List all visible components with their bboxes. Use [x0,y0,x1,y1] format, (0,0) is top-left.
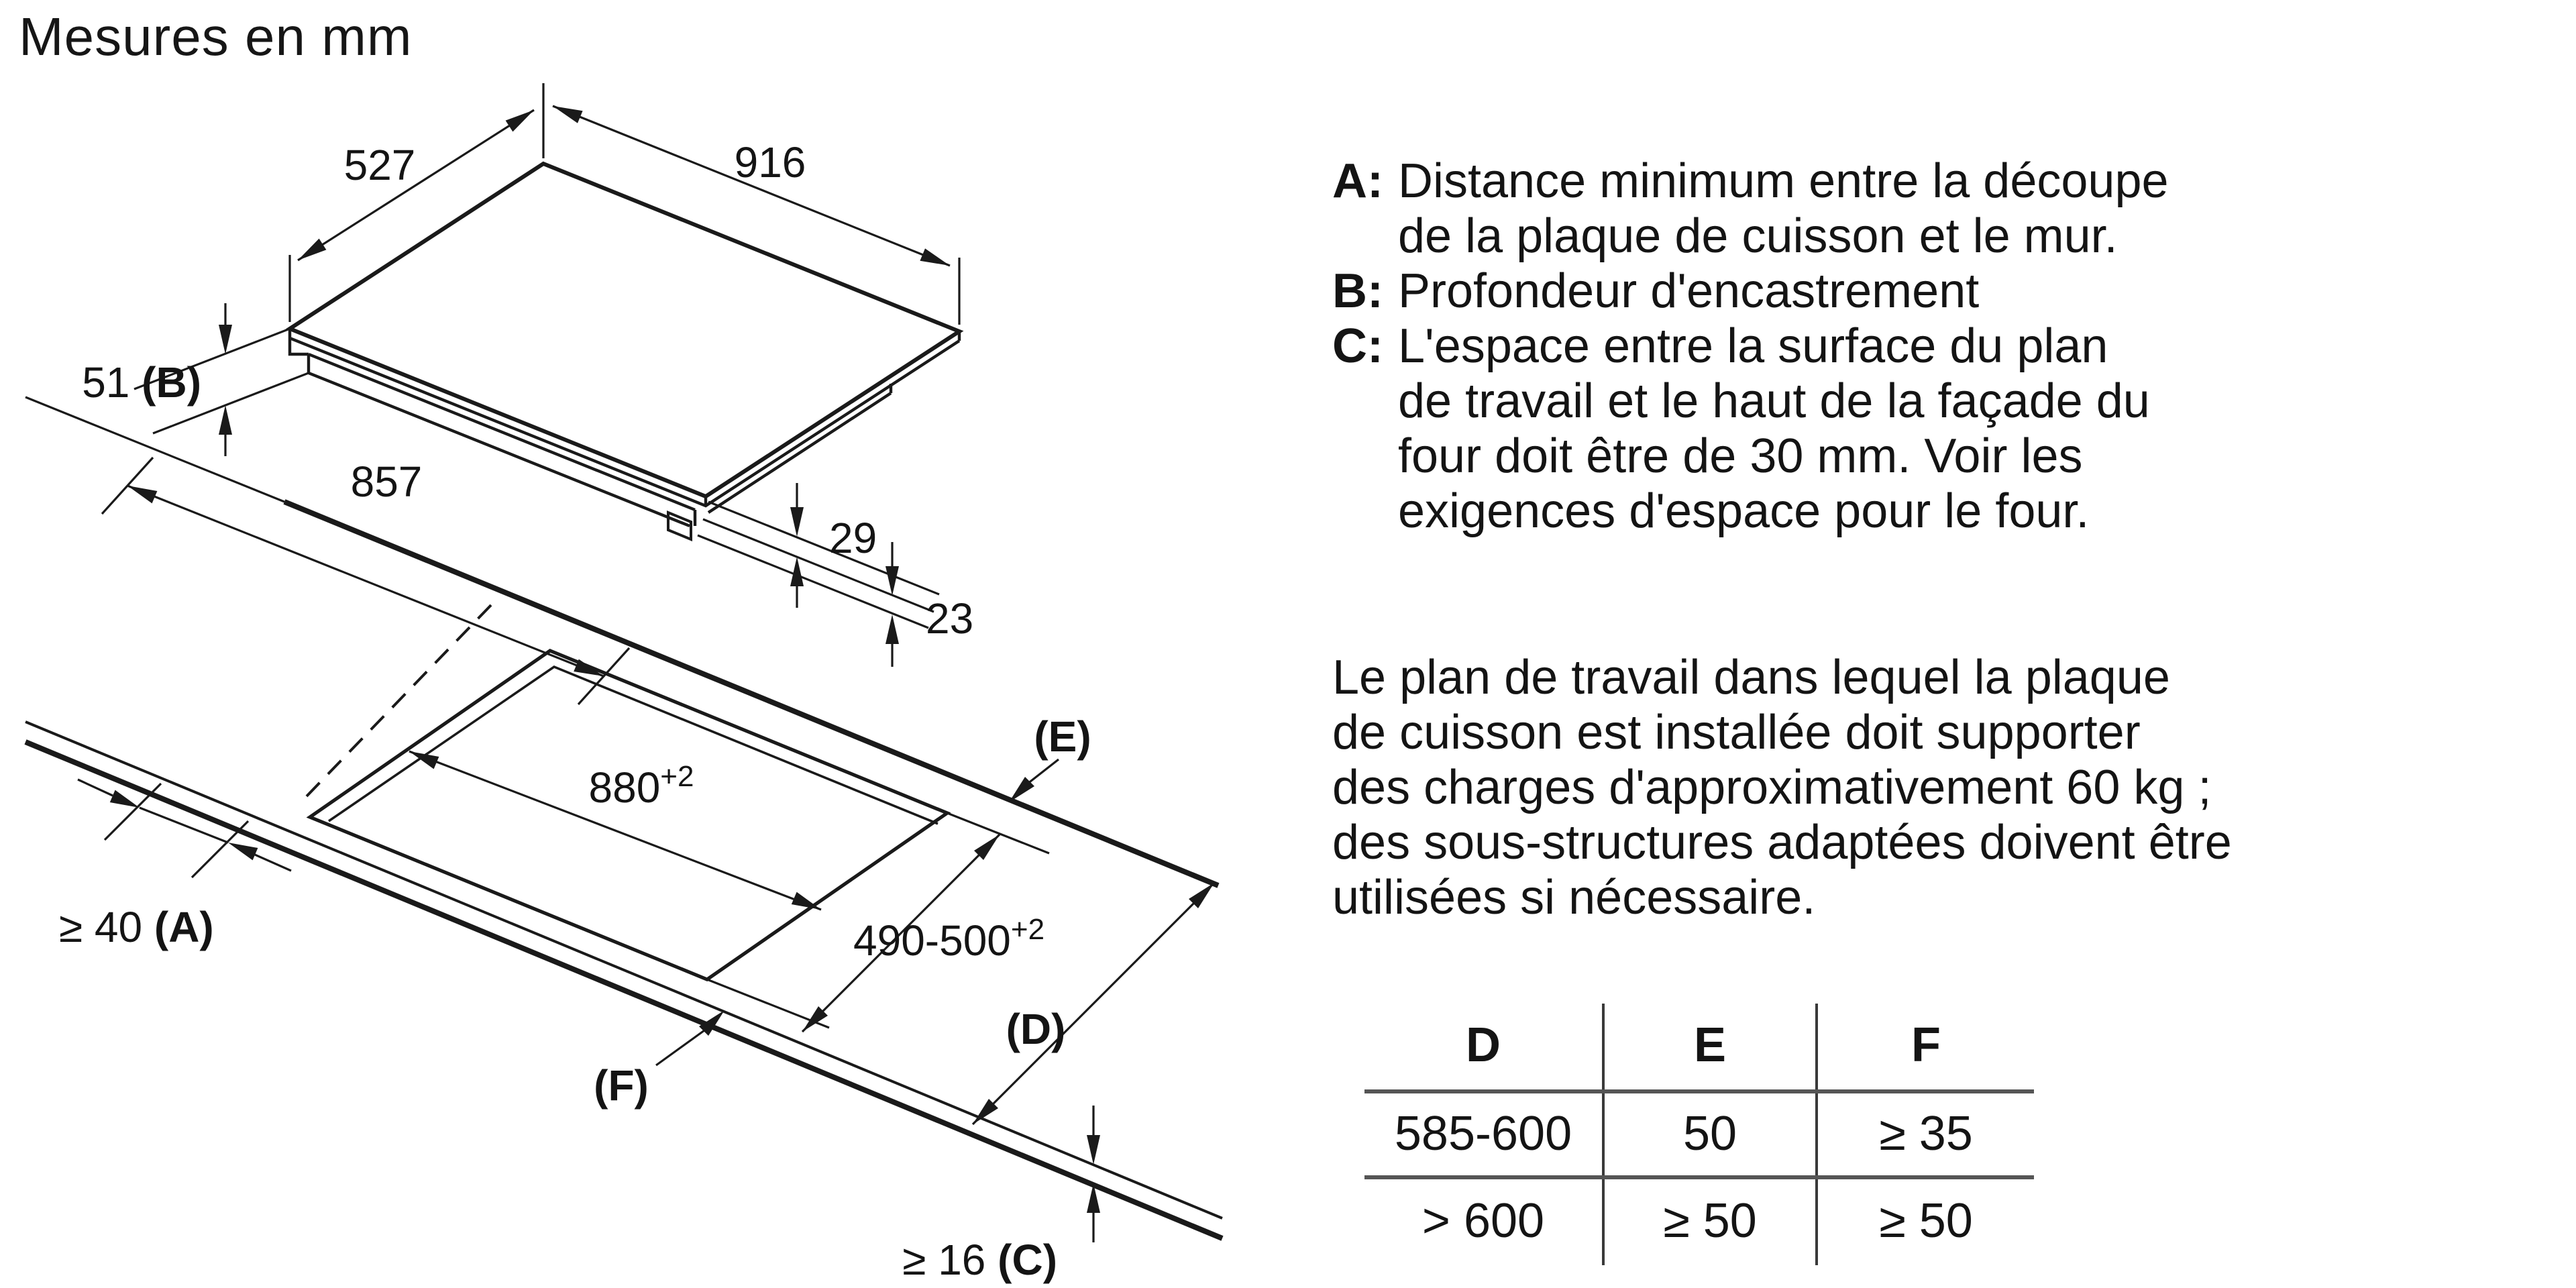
arrowhead [885,566,899,596]
clearance-table [1364,1004,2034,1265]
text-line: des charges d'approximativement 60 kg ; [1332,759,2212,814]
arrowhead [506,110,534,131]
arrowhead [920,248,950,266]
table-header-E: E [1603,1004,1817,1091]
dim-label-E: (E) [1034,712,1091,761]
text-line: de travail et le haut de la façade du [1398,373,2150,428]
legend [1332,153,2419,538]
front-edge-bottom [25,742,1222,1238]
table-cell: 50 [1603,1091,1817,1177]
table-header-F: F [1817,1004,2034,1091]
text-line: des sous-structures adaptées doivent être [1332,814,2232,869]
table-row [1364,1091,2034,1177]
glass-outline [290,164,959,496]
leader-line [656,1030,704,1065]
legend-item-C [1332,318,2419,538]
text-line: exigences d'espace pour le four. [1398,483,2090,538]
arrowhead [553,106,583,123]
text-line: de la plaque de cuisson et le mur. [1398,208,2118,263]
arrowhead [127,486,157,503]
dim-value: 490-500 [853,916,1011,965]
dim-label-527: 527 [343,141,416,189]
arrowhead [790,507,804,537]
dim-label-23: 23 [926,594,974,643]
legend-key: B: [1332,263,1383,318]
dim-value: ≥ 16 [902,1236,998,1284]
legend-text [1398,153,2419,263]
dimension-527 [290,83,543,322]
worktop-cutout [310,651,947,979]
dimension-16-C [902,1106,1100,1284]
arrowhead [228,843,258,860]
extension-ticks [290,83,543,322]
dimension-880 [409,751,821,910]
dim-label-916: 916 [734,138,806,186]
dim-label-29: 29 [829,514,877,562]
dim-superscript: +2 [1010,913,1045,946]
legend-text [1398,263,2419,318]
dim-value: 880 [588,763,661,812]
table-header-D: D [1364,1004,1603,1091]
arrowhead [409,751,439,769]
load-paragraph [1332,649,2446,924]
extension-lines [698,502,939,628]
legend-key: A: [1332,153,1383,208]
text-line: Le plan de travail dans lequel la plaque [1332,649,2170,704]
table-cell: ≥ 35 [1817,1091,2034,1177]
dimension-857 [102,458,629,704]
table-row [1364,1177,2034,1265]
leader-line [1028,759,1059,784]
legend-text [1398,318,2419,538]
dimension-line [78,780,291,871]
cooktop-glass [290,164,959,506]
dimension-29-23 [698,483,973,667]
table-cell: ≥ 50 [1817,1177,2034,1265]
back-edge [284,502,1218,885]
extension-ticks [105,784,248,877]
back-edge-extension [25,397,284,502]
dimension-916 [553,106,959,325]
arrowhead [790,557,804,586]
dim-label-40A [59,903,214,951]
text-line: Profondeur d'encastrement [1398,263,1980,318]
table-cell: 585-600 [1364,1091,1603,1177]
clearance-table-wrap [1364,1004,2034,1265]
legend-key: C: [1332,318,1383,373]
label-E [1009,712,1091,802]
dim-key: (B) [142,358,201,407]
legend-item-B [1332,263,2419,318]
text-line: de cuisson est installée doit supporter [1332,704,2141,759]
dim-label-857: 857 [350,458,423,506]
arrowhead [298,239,326,260]
arrowhead [219,405,232,435]
page-title: Mesures en mm [19,8,413,67]
cutout-outline [310,651,947,979]
table-cell: > 600 [1421,1193,1545,1248]
legend-item-A [1332,153,2419,263]
dim-label-880 [589,760,694,812]
arrowhead [1087,1135,1100,1165]
dim-value: 51 [82,358,142,407]
dim-label-D: (D) [1006,1005,1066,1053]
dim-label-16C [902,1236,1057,1284]
text-line: Distance minimum entre la découpe [1398,153,2169,208]
arrowhead [885,614,899,644]
dim-label-51B [82,358,201,407]
table-header-row [1364,1004,2034,1091]
table-cell: ≥ 50 [1603,1177,1817,1265]
dimension-line [298,110,534,260]
dim-key: (A) [154,903,214,951]
dim-superscript: +2 [660,760,694,793]
worktop [25,397,1222,1238]
dim-label-490-500 [853,913,1044,965]
projection-dashed-line [306,605,491,797]
dimension-line [127,486,604,676]
label-F [594,1010,724,1110]
text-line: four doit être de 30 mm. Voir les [1398,428,2083,483]
dimension-490-500 [707,813,1049,1032]
arrowhead [792,892,821,910]
arrowhead [110,790,140,808]
dim-label-F: (F) [594,1061,649,1110]
dim-key: (C) [998,1236,1057,1284]
arrowhead [219,325,232,354]
text-line: L'espace entre la surface du plan [1398,318,2108,373]
text-line: utilisées si nécessaire. [1332,869,1816,924]
dim-value: ≥ 40 [59,903,154,951]
